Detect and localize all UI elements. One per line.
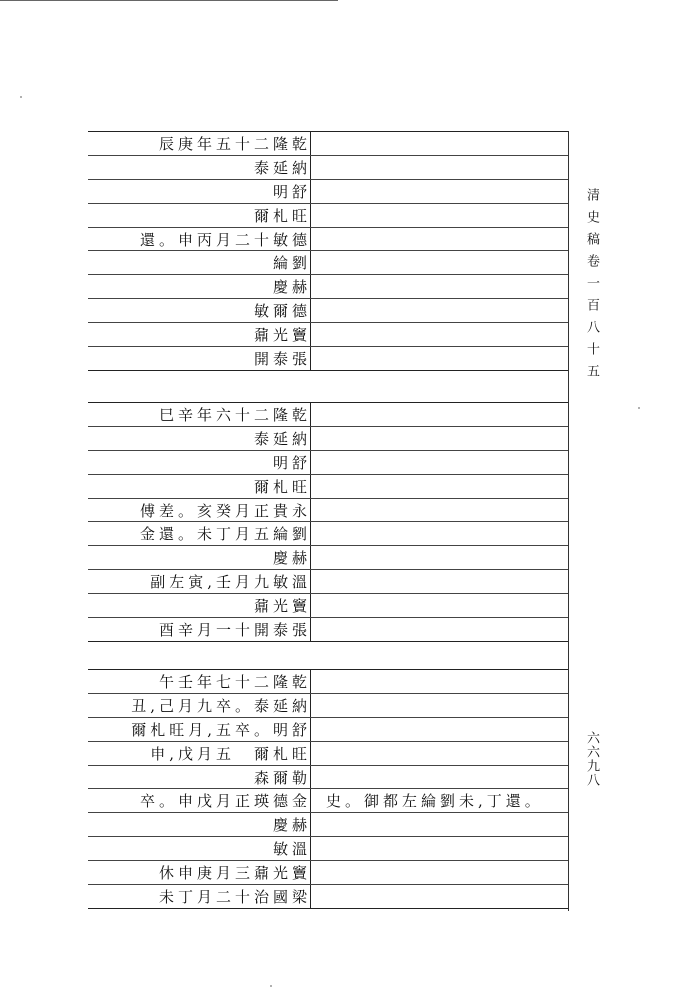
table-block-1 [88, 131, 568, 371]
left-cell-text: 酉辛月一十開泰張 [158, 620, 311, 639]
right-cell [320, 475, 568, 498]
left-cell [88, 347, 311, 370]
left-cell-text: 還。申丙月二十敏德 [139, 230, 311, 249]
left-cell-text: 明舒 [272, 182, 311, 201]
left-cell [88, 742, 311, 765]
right-cell [320, 670, 568, 693]
table-row [88, 522, 568, 546]
right-cell [320, 451, 568, 474]
right-cell-text: 史。御都左綸劉未,丁還。 [326, 792, 544, 811]
right-cell [320, 594, 568, 617]
table-row [88, 594, 568, 618]
left-cell [88, 451, 311, 474]
table-row [88, 861, 568, 885]
left-cell [88, 670, 311, 693]
table-row [88, 275, 568, 299]
table-row [88, 789, 568, 813]
page-number: 六六九八 [584, 731, 599, 787]
table-block-2 [88, 402, 568, 642]
left-cell-text: 金還。未丁月五綸劉 [139, 525, 311, 544]
right-cell [320, 522, 568, 545]
left-cell-text: 慶赫 [272, 816, 311, 835]
table-row [88, 885, 568, 908]
right-cell [320, 742, 568, 765]
left-cell [88, 132, 311, 155]
left-cell-text: 綸劉 [272, 254, 311, 273]
left-cell [88, 837, 311, 860]
left-cell-text: 巳辛年六十二隆乾 [158, 405, 311, 424]
right-cell [320, 694, 568, 717]
left-cell [88, 594, 311, 617]
left-cell-text: 泰延納 [253, 429, 311, 448]
scan-speck [638, 407, 640, 409]
left-cell [88, 694, 311, 717]
left-cell-text: 未丁月二十治國梁 [158, 887, 311, 906]
table-row [88, 742, 568, 766]
left-cell [88, 475, 311, 498]
left-cell-text: 休申庚月三鼐光竇 [158, 864, 311, 883]
right-cell [320, 789, 568, 812]
left-cell [88, 861, 311, 884]
table-row [88, 766, 568, 790]
left-cell [88, 204, 311, 227]
left-cell-text: 敏溫 [272, 840, 311, 859]
table-row [88, 837, 568, 861]
right-cell [320, 499, 568, 522]
left-cell [88, 156, 311, 179]
right-cell [320, 156, 568, 179]
left-cell [88, 403, 311, 426]
left-cell-text: 辰庚年五十二隆乾 [158, 134, 311, 153]
left-cell-text: 爾札旺月,五卒。明舒 [131, 720, 311, 739]
right-cell [320, 347, 568, 370]
right-cell [320, 228, 568, 251]
table-row [88, 570, 568, 594]
right-cell [320, 180, 568, 203]
table-row [88, 228, 568, 252]
left-cell [88, 427, 311, 450]
scan-speck [270, 985, 272, 987]
margin-book-title: 清史稿卷一百八十五 [584, 188, 599, 386]
table-row [88, 694, 568, 718]
right-cell [320, 861, 568, 884]
table-row [88, 499, 568, 523]
left-cell [88, 499, 311, 522]
left-cell-text: 慶赫 [272, 549, 311, 568]
table-row [88, 323, 568, 347]
left-cell [88, 885, 311, 908]
left-cell [88, 275, 311, 298]
right-cell [320, 885, 568, 908]
right-cell [320, 766, 568, 789]
right-cell [320, 132, 568, 155]
left-cell [88, 180, 311, 203]
right-cell [320, 718, 568, 741]
left-cell [88, 570, 311, 593]
table-row [88, 813, 568, 837]
table-row [88, 299, 568, 323]
right-cell [320, 618, 568, 641]
left-cell-text: 丑,己月九卒。泰延納 [131, 696, 311, 715]
left-cell-text: 森爾勒 [253, 768, 311, 787]
table-row [88, 204, 568, 228]
left-cell-text: 泰延納 [253, 158, 311, 177]
table-row [88, 427, 568, 451]
right-cell [320, 275, 568, 298]
left-cell-text: 開泰張 [253, 349, 311, 368]
table-row [88, 156, 568, 180]
right-cell [320, 427, 568, 450]
right-cell [320, 403, 568, 426]
left-cell [88, 546, 311, 569]
right-cell [320, 299, 568, 322]
left-cell-text: 副左寅,壬月九敏溫 [150, 573, 311, 592]
right-border-rule [568, 131, 569, 911]
table-row [88, 451, 568, 475]
right-cell [320, 251, 568, 274]
left-cell [88, 718, 311, 741]
top-rule [0, 0, 338, 1]
left-cell [88, 813, 311, 836]
left-cell-text: 敏爾德 [253, 302, 311, 321]
left-cell-text: 午壬年七十二隆乾 [158, 672, 311, 691]
left-cell-text: 慶赫 [272, 278, 311, 297]
left-cell [88, 299, 311, 322]
table-row [88, 347, 568, 370]
table-row [88, 475, 568, 499]
table-row [88, 403, 568, 427]
left-cell [88, 618, 311, 641]
right-cell [320, 813, 568, 836]
left-cell-text: 明舒 [272, 453, 311, 472]
table-row [88, 132, 568, 156]
table-row [88, 251, 568, 275]
table-row [88, 718, 568, 742]
left-cell [88, 766, 311, 789]
table-block-3 [88, 669, 568, 909]
left-cell [88, 251, 311, 274]
left-cell [88, 323, 311, 346]
right-cell [320, 570, 568, 593]
right-cell [320, 323, 568, 346]
table-row [88, 670, 568, 694]
right-cell [320, 546, 568, 569]
left-cell-text: 鼐光竇 [253, 326, 311, 345]
scan-speck [20, 96, 22, 98]
right-cell [320, 837, 568, 860]
table-row [88, 618, 568, 641]
table-row [88, 180, 568, 204]
left-cell-text: 申,戊月五 爾札旺 [150, 744, 311, 763]
left-cell-text: 爾札旺 [253, 477, 311, 496]
table-row [88, 546, 568, 570]
left-cell [88, 228, 311, 251]
right-cell [320, 204, 568, 227]
left-cell-text: 卒。申戊月正瑛德金 [139, 792, 311, 811]
left-cell-text: 鼐光竇 [253, 597, 311, 616]
left-cell-text: 傅差。亥癸月正貴永 [139, 501, 311, 520]
left-cell-text: 爾札旺 [253, 206, 311, 225]
left-cell [88, 789, 311, 812]
left-cell [88, 522, 311, 545]
